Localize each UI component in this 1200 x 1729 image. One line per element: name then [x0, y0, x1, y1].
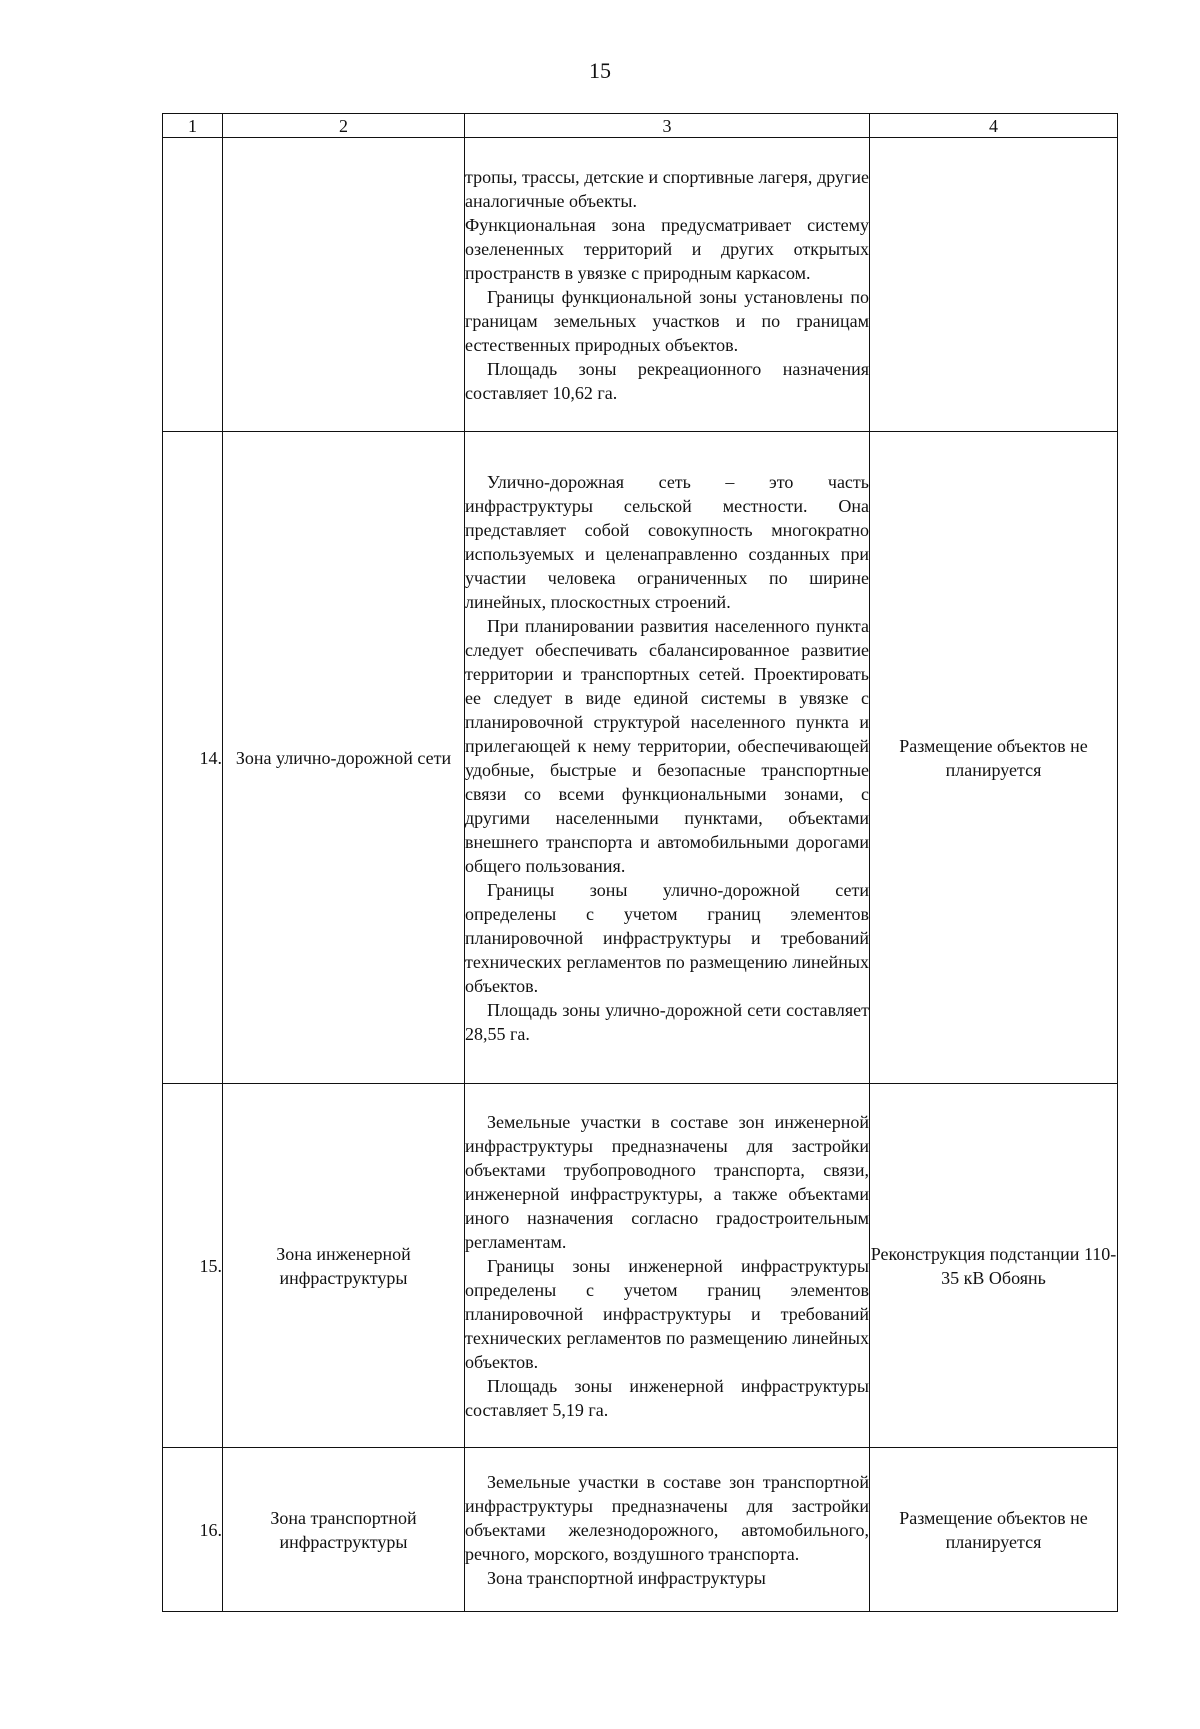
table-row	[163, 138, 1118, 432]
column-header-2: 2	[223, 114, 465, 138]
description-paragraph: Границы функциональной зоны установлены по границам земельных участков и по границам естественных природных объектов.	[465, 286, 869, 355]
description-paragraph: Границы зоны инженерной инфраструктуры определены с учетом границ элементов планировочной инфраструктуры и требований технических регламентов по размещению линейных объектов.	[465, 1255, 869, 1372]
zone-name	[223, 138, 465, 432]
description-paragraph: Площадь зоны инженерной инфраструктуры составляет 5,19 га.	[465, 1375, 869, 1420]
description-paragraph: Площадь зоны рекреационного назначения составляет 10,62 га.	[465, 358, 869, 403]
zone-description	[465, 1084, 870, 1448]
column-header-4: 4	[870, 114, 1118, 138]
description-paragraph: Земельные участки в составе зон инженерной инфраструктуры предназначены для застройки объектами трубопроводного транспорта, связи, инженерной инфраструктуры, а также объектами иного назначения согласно градостроительным регламентам.	[465, 1111, 869, 1252]
zone-name: Зона инженерной инфраструктуры	[223, 1084, 465, 1448]
row-number: 16.	[163, 1448, 223, 1612]
planned-objects: Размещение объектов не планируется	[870, 1448, 1118, 1612]
row-number	[163, 138, 223, 432]
table-row	[163, 1448, 1118, 1612]
column-header-1: 1	[163, 114, 223, 138]
description-paragraph: Земельные участки в составе зон транспортной инфраструктуры предназначены для застройки объектами железнодорожного, автомобильного, речного, морского, воздушного транспорта.	[465, 1471, 869, 1564]
zone-description	[465, 432, 870, 1084]
description-paragraph: Функциональная зона предусматривает систему озелененных территорий и других открытых пространств в увязке с природным каркасом.	[465, 214, 869, 283]
zone-name: Зона улично-дорожной сети	[223, 432, 465, 1084]
zone-name: Зона транспортной инфраструктуры	[223, 1448, 465, 1612]
description-paragraph: При планировании развития населенного пункта следует обеспечивать сбалансированное развитие территории и транспортных сетей. Проектировать ее следует в виде единой системы в увязке с планировочной структурой населенного пункта и прилегающей к нему территории, обеспечивающей удобные, быстрые и безопасные транспортные связи со всеми функциональными зонами, с другими населенными пунктами, объектами внешнего транспорта и автомобильными дорогами общего пользования.	[465, 615, 869, 876]
planned-objects	[870, 138, 1118, 432]
description-paragraph: Улично-дорожная сеть – это часть инфраструктуры сельской местности. Она представляет собой совокупность многократно используемых и целенаправленно созданных при участии человека ограниченных по ширине линейных, плоскостных строений.	[465, 471, 869, 612]
page-number: 15	[589, 58, 611, 83]
planned-objects: Реконструкция подстанции 110-35 кВ Обоянь	[870, 1084, 1118, 1448]
row-number: 15.	[163, 1084, 223, 1448]
zones-table	[162, 113, 1118, 1612]
description-paragraph: тропы, трассы, детские и спортивные лагеря, другие аналогичные объекты.	[465, 166, 869, 211]
table-row	[163, 432, 1118, 1084]
column-header-3: 3	[465, 114, 870, 138]
zone-description	[465, 138, 870, 432]
row-number: 14.	[163, 432, 223, 1084]
table-header-row	[163, 114, 1118, 138]
description-paragraph: Границы зоны улично-дорожной сети определены с учетом границ элементов планировочной инфраструктуры и требований технических регламентов по размещению линейных объектов.	[465, 879, 869, 996]
table-row	[163, 1084, 1118, 1448]
zone-description	[465, 1448, 870, 1612]
description-paragraph: Площадь зоны улично-дорожной сети составляет 28,55 га.	[465, 999, 869, 1044]
description-paragraph: Зона транспортной инфраструктуры	[487, 1567, 766, 1588]
planned-objects: Размещение объектов не планируется	[870, 432, 1118, 1084]
